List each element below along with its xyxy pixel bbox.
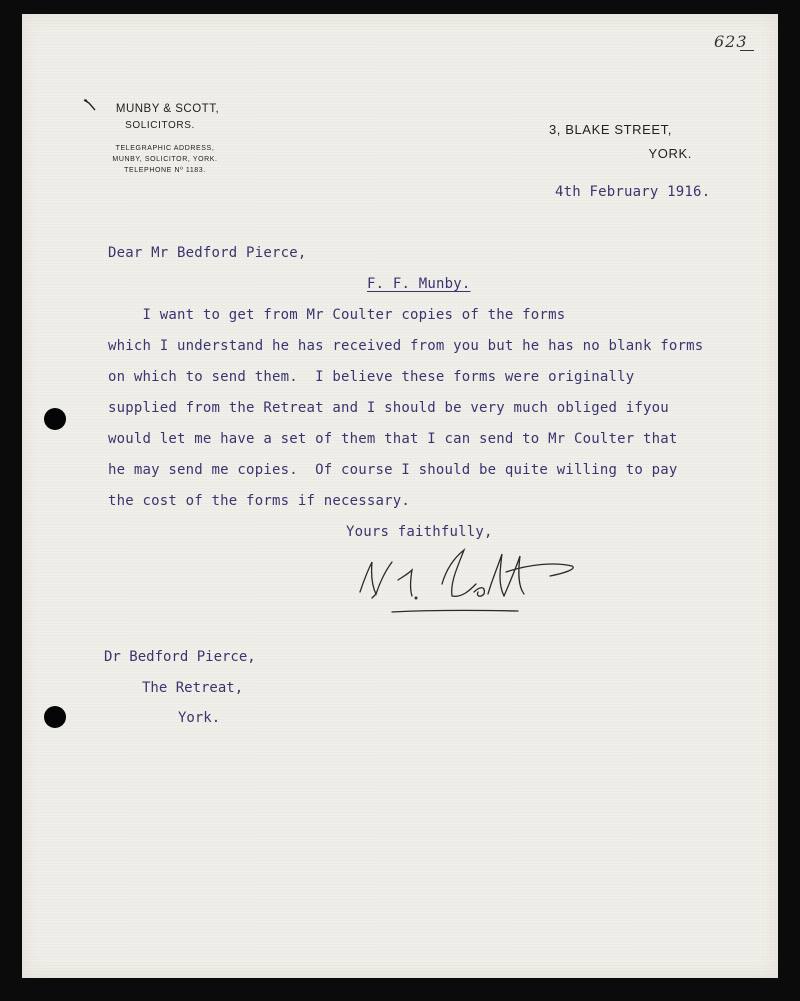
letterhead-role: SOLICITORS. — [125, 120, 195, 131]
letterhead-firm: MUNBY & SCOTT, — [115, 103, 220, 115]
quill-mark-icon — [83, 98, 97, 112]
telegraphic-address: MUNBY, SOLICITOR, YORK. — [112, 156, 218, 163]
body-line: on which to send them. I believe these forms were originally — [108, 369, 635, 385]
signature-image — [350, 540, 580, 620]
body-line: which I understand he has received from you but he has no blank forms — [108, 338, 704, 354]
letter-date: 4th February 1916. — [555, 184, 711, 200]
body-line: he may send me copies. Of course I should be quite willing to pay — [108, 462, 678, 478]
body-line: would let me have a set of them that I can send to Mr Coulter that — [108, 431, 678, 447]
recipient-line-2: The Retreat, — [142, 680, 244, 696]
subject-line: F. F. Munby. — [367, 276, 471, 292]
closing: Yours faithfully, — [346, 524, 493, 540]
body-line: the cost of the forms if necessary. — [108, 493, 411, 509]
salutation: Dear Mr Bedford Pierce, — [108, 245, 307, 261]
body-line: I want to get from Mr Coulter copies of the forms — [108, 307, 566, 323]
address-street: 3, BLAKE STREET, — [548, 122, 672, 137]
letterhead-contact — [100, 143, 230, 176]
telephone-number: TELEPHONE Nº 1183. — [124, 167, 206, 174]
punch-hole — [44, 408, 66, 430]
body-line: supplied from the Retreat and I should be very much obliged ifyou — [108, 400, 669, 416]
punch-hole — [44, 706, 66, 728]
recipient-line-3: York. — [178, 710, 221, 726]
telegraphic-label: TELEGRAPHIC ADDRESS, — [115, 145, 215, 152]
archive-number: 623 — [714, 32, 748, 51]
recipient-name: Dr Bedford Pierce, — [104, 649, 256, 665]
address-city: YORK. — [648, 146, 692, 161]
